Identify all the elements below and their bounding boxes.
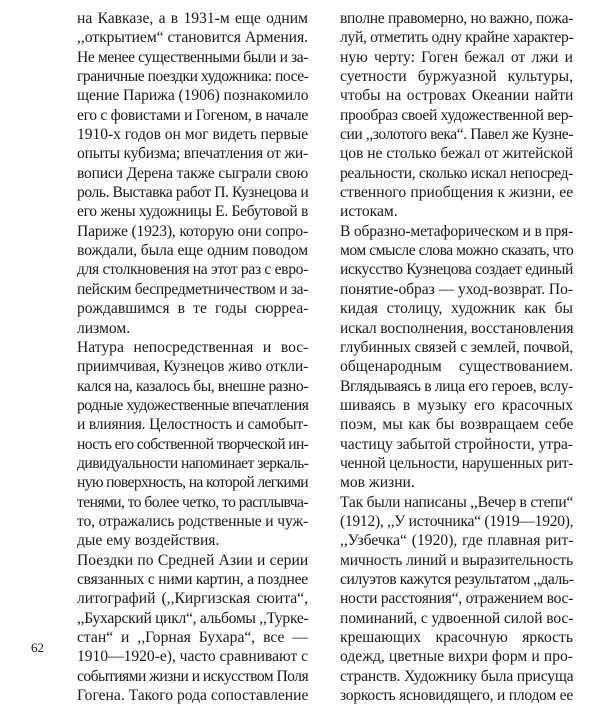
text-line: понятие-образ — уход-возврат. По-	[340, 280, 573, 298]
text-line: опыты кубизма; впечатления от жи-	[77, 145, 308, 163]
text-line: Поездки по Средней Азии и серии	[77, 551, 309, 569]
text-line: ченной цельности, нарушенных рит-	[340, 454, 573, 472]
text-line: ность его собственной творческой ин-	[77, 435, 309, 453]
text-line: шиваясь в музыку его красочных	[340, 396, 573, 414]
text-line: 1910-х годов он мог видеть первые	[77, 126, 308, 144]
text-line: дые ему воздействия.	[77, 532, 220, 550]
text-line: мичность линий и выразительность	[340, 551, 573, 569]
text-line: и влияния. Целостность и самобыт-	[77, 416, 308, 434]
text-line: реальности, сколько искал непосред-	[340, 164, 573, 182]
text-line: ственного приобщения к жизни, ее	[340, 184, 574, 202]
text-line: общенародным существованием.	[340, 358, 573, 376]
text-line: тенями, то более четко, то расплывча-	[77, 493, 308, 511]
text-line: сии ,,золотого века“. Павел же Кузне-	[340, 126, 573, 144]
text-line: вполне правомерно, но важно, пожа-	[340, 10, 574, 27]
text-line: кался на, казалось бы, внешне разно-	[77, 377, 308, 395]
text-line: прообраз своей художественной вер-	[340, 106, 573, 124]
text-line: частицу забытой стройности, утра-	[340, 435, 574, 453]
text-line: одежд, цветные вихри форм и про-	[340, 648, 573, 666]
text-line: мов жизни.	[340, 474, 415, 492]
text-line: ,,Бухарский цикл“, альбомы ,,Турке-	[77, 609, 309, 627]
text-line: его с фовистами и Гогеном, в начале	[77, 106, 308, 124]
text-line: силуэтов кажутся результатом ,,даль-	[340, 570, 574, 588]
text-line: на Кавказе, а в 1931-м еще одним	[77, 10, 308, 27]
text-line: крешающих красочную яркость	[340, 629, 573, 646]
text-line: дивидуальности напоминает зеркаль-	[77, 454, 309, 472]
text-line: странств. Художнику была присуща	[340, 667, 574, 685]
text-line: истокам.	[340, 203, 398, 221]
text-line: приимчивая, Кузнецов живо откли-	[77, 358, 309, 376]
text-line: глубинных связей с землей, почвой,	[340, 338, 574, 356]
text-line: чтобы на островах Океании найти	[340, 87, 574, 105]
text-line: роль. Выставка работ П. Кузнецова и	[77, 184, 309, 202]
text-line: литографий (,,Киргизская сюита“,	[77, 590, 308, 608]
text-line: Не менее существенными были и за-	[77, 48, 308, 66]
text-line: то, отражались родственные и чуж-	[77, 512, 309, 530]
text-line: лизмом.	[77, 319, 131, 337]
text-line: искал восполнения, восстановления	[340, 319, 574, 337]
text-line: ности расстояния“, отражением вос-	[340, 590, 573, 608]
text-line: суетности буржуазной культуры,	[340, 68, 573, 86]
text-line: Вглядываясь в лица его героев, вслу-	[340, 377, 573, 395]
text-line: кидая столицу, художник как бы	[340, 300, 573, 318]
text-line: ную черту: Гоген бежал от лжи и	[340, 48, 573, 66]
text-line: зоркость ясновидящего, и плодом ее	[340, 687, 573, 705]
text-line: родные художественные впечатления	[77, 396, 309, 414]
text-line: ,,Узбечка“ (1920), где плавная рит-	[340, 532, 574, 550]
text-line: его жены художницы Е. Бебутовой в	[77, 203, 308, 221]
text-line: вописи Дерена также сыграли свою	[77, 164, 308, 182]
right-text-column	[340, 9, 573, 705]
text-line: мом смысле слова можно сказать, что	[340, 242, 574, 260]
text-line: Париже (1923), которую они сопро-	[77, 222, 309, 240]
text-line: для столкновения на этот раз с евро-	[77, 261, 308, 279]
text-line: событиями жизни и искусством Поля	[77, 667, 309, 685]
left-text-column	[77, 9, 308, 705]
text-line: цов не столько бежал от житейской	[340, 145, 573, 163]
text-line: пейским беспредметничеством и за-	[77, 280, 309, 298]
text-line: искусство Кузнецова создает единый	[340, 261, 573, 279]
text-line: ,,открытием“ становится Армения.	[77, 29, 308, 47]
text-line: граничные поездки художника: посе-	[77, 68, 309, 86]
text-line: ную поверхность, на которой легкими	[77, 474, 308, 492]
text-line: Гогена. Такого рода сопоставление	[77, 687, 309, 705]
text-line: 1910—1920-е), часто сравнивают с	[77, 648, 308, 666]
text-line: Так были написаны ,,Вечер в степи“	[340, 493, 574, 511]
text-line: стан“ и ,,Горная Бухара“, все —	[77, 629, 308, 646]
page-number: 62	[31, 640, 44, 655]
text-line: щение Парижа (1906) познакомило	[77, 87, 309, 105]
text-line: связанных с ними картин, а позднее	[77, 570, 308, 588]
text-line: Натура непосредственная и вос-	[77, 338, 309, 356]
text-line: вождали, была еще одним поводом	[77, 242, 308, 260]
text-line: поэм, мы как бы возвращаем себе	[340, 416, 574, 434]
text-line: (1912), ,,У источника“ (1919—1920),	[340, 512, 574, 530]
text-line: луй, отметить одну крайне характер-	[340, 29, 574, 47]
text-line: В образно-метафорическом и в пря-	[340, 222, 574, 240]
text-line: рождавшимся в те годы сюрреа-	[77, 300, 309, 318]
text-line: поминаний, с удвоенной силой вос-	[340, 609, 574, 627]
